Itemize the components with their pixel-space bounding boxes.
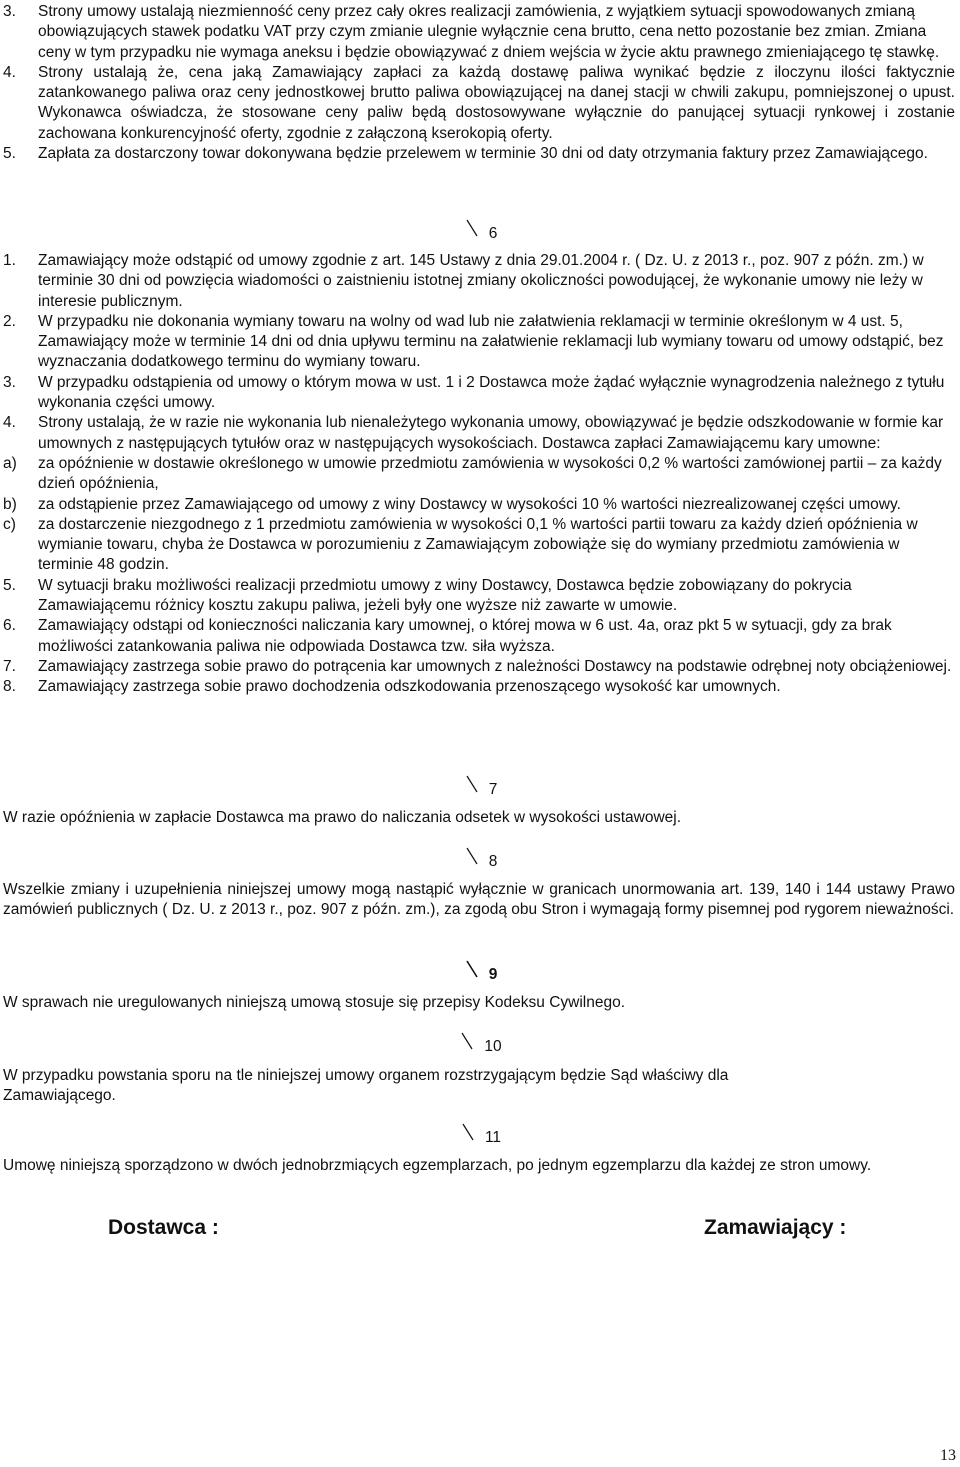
section-sign-icon [463,778,489,798]
list-item: 4. Strony ustalają, że w razie nie wykonania lub nienależytego wykonania umowy, obowiązywać je będzie odszkodowanie w formie kar umownych z następujących tytułów oraz w następujących wysokościach. Dostawca zapłaci Zamawiającemu kary umowne: [3,414,944,452]
section-sign-icon [458,1035,484,1055]
section-heading-8: 8 [0,850,960,872]
signature-supplier: Dostawca : [108,1216,219,1239]
section-sign-icon [459,1126,485,1146]
section-heading-6: 6 [0,222,960,244]
section-heading-10: 10 [0,1035,960,1057]
list-item: 2. W przypadku nie dokonania wymiany towaru na wolny od wad lub nie załatwienia reklamacji w terminie określonym w 4 ust. 5, Zamawiający może w terminie 14 dni od dnia upływu terminu na załatwienie reklamacji lub wymiany towaru od umowy odstąpić, bez wyznaczania dodatkowego terminu do wymiany towaru. [3,312,944,371]
list-item: b) za odstąpienie przez Zamawiającego od umowy z winy Dostawcy w wysokości 10 % wartości niezrealizowanej części umowy. [3,495,901,513]
list-item: 7. Zamawiający zastrzega sobie prawo do potrącenia kar umownych z należności Dostawcy na podstawie odrębnej noty obciążeniowej. [3,657,952,675]
section-6-items [3,251,955,698]
list-item: 4. Strony ustalają że, cena jaką Zamawiający zapłaci za każdą dostawę paliwa wynikać będzie z iloczynu ilości faktycznie zatankowanego paliwa oraz ceny jednostkowej brutto paliwa obowiązującej na danej stacji w chwili zakupu, pomniejszonej o upust. Wykonawca oświadcza, że stosowane ceny paliw będą dostosowywane wyłącznie do panującej sytuacji rynkowej i zostanie zachowana konkurencyjność oferty, zgodnie z załączoną kserokopią oferty. [3,63,955,142]
list-item: 5. W sytuacji braku możliwości realizacji przedmiotu umowy z winy Dostawcy, Dostawca będzie zobowiązany do pokrycia Zamawiającemu różnicy kosztu zakupu paliwa, jeżeli były one wyższe niż zawarte w umowie. [3,576,852,615]
list-item: 6. Zamawiający odstąpi od konieczności naliczania kary umownej, o której mowa w 6 ust. 4a, oraz pkt 5 w sytuacji, gdy za brak możliwości zatankowania paliwa nie odpowiada Dostawca tzw. siła wyższa. [3,617,892,655]
section-sign-icon [463,963,489,983]
section-11-body: Umowę niniejszą sporządzono w dwóch jednobrzmiących egzemplarzach, po jednym egzemplarzu dla każdej ze stron umowy. [3,1157,872,1174]
top-items [3,2,955,164]
signature-purchaser: Zamawiający : [704,1216,847,1239]
section-9-body: W sprawach nie uregulowanych niniejszą umową stosuje się przepisy Kodeksu Cywilnego. [3,994,626,1011]
section-heading-7: 7 [0,778,960,800]
section-10-body: W przypadku powstania sporu na tle niniejszej umowy organem rozstrzygającym będzie Sąd właściwy dla Zamawiającego. [3,1067,729,1105]
section-heading-11: 11 [0,1126,960,1148]
section-8-body: Wszelkie zmiany i uzupełnienia niniejszej umowy mogą nastąpić wyłącznie w granicach unormowania art. 139, 140 i 144 ustawy Prawo zamówień publicznych ( Dz. U. z 2013 r., poz. 907 z późn. zm.), za zgodą obu Stron i wymagają formy pisemnej pod rygorem nieważności. [3,881,955,919]
page-number: 13 [940,1447,956,1464]
list-item: 1. Zamawiający może odstąpić od umowy zgodnie z art. 145 Ustawy z dnia 29.01.2004 r. ( Dz. U. z 2013 r., poz. 907 z późn. zm.) w terminie 30 dni od powzięcia wiadomości o zaistnieniu istotnej zmiany okoliczności powodującej, że wykonanie umowy nie leży w interesie publicznym. [3,252,924,310]
section-7-body: W razie opóźnienia w zapłacie Dostawca ma prawo do naliczania odsetek w wysokości ustawowej. [3,809,682,826]
section-sign-icon [463,222,489,242]
list-item: 5. Zapłata za dostarczony towar dokonywana będzie przelewem w terminie 30 dni od daty otrzymania faktury przez Zamawiającego. [3,145,928,163]
section-heading-9: 9 [0,963,960,985]
list-item: 8. Zamawiający zastrzega sobie prawo dochodzenia odszkodowania przenoszącego wysokość kar umownych. [3,678,781,696]
list-item: 3. W przypadku odstąpienia od umowy o którym mowa w ust. 1 i 2 Dostawca może żądać wyłącznie wynagrodzenia należnego z tytułu wykonania części umowy. [3,373,945,412]
list-item: 3. Strony umowy ustalają niezmienność ceny przez cały okres realizacji zamówienia, z wyjątkiem sytuacji spowodowanych zmianą obowiązujących stawek podatku VAT przy czym zmianie ulegnie wyłącznie cena brutto, cena netto pozostanie bez zmian. Zmiana ceny w tym przypadku nie wymaga aneksu i będzie obowiązywać z dniem wejścia w życie aktu prawnego zmieniającego tę stawkę. [3,3,940,61]
section-sign-icon [463,850,489,870]
list-item: c) za dostarczenie niezgodnego z 1 przedmiotu zamówienia w wysokości 0,1 % wartości partii towaru za każdy dzień opóźnienia w wymianie towaru, chyba że Dostawca w porozumieniu z Zamawiającym zobowiąże się do wymiany przedmiotu zamówienia w terminie 48 godzin. [3,515,918,574]
list-item: a) za opóźnienie w dostawie określonego w umowie przedmiotu zamówienia w wysokości 0,2 % wartości zamówionej partii – za każdy dzień opóźnienia, [3,454,942,493]
